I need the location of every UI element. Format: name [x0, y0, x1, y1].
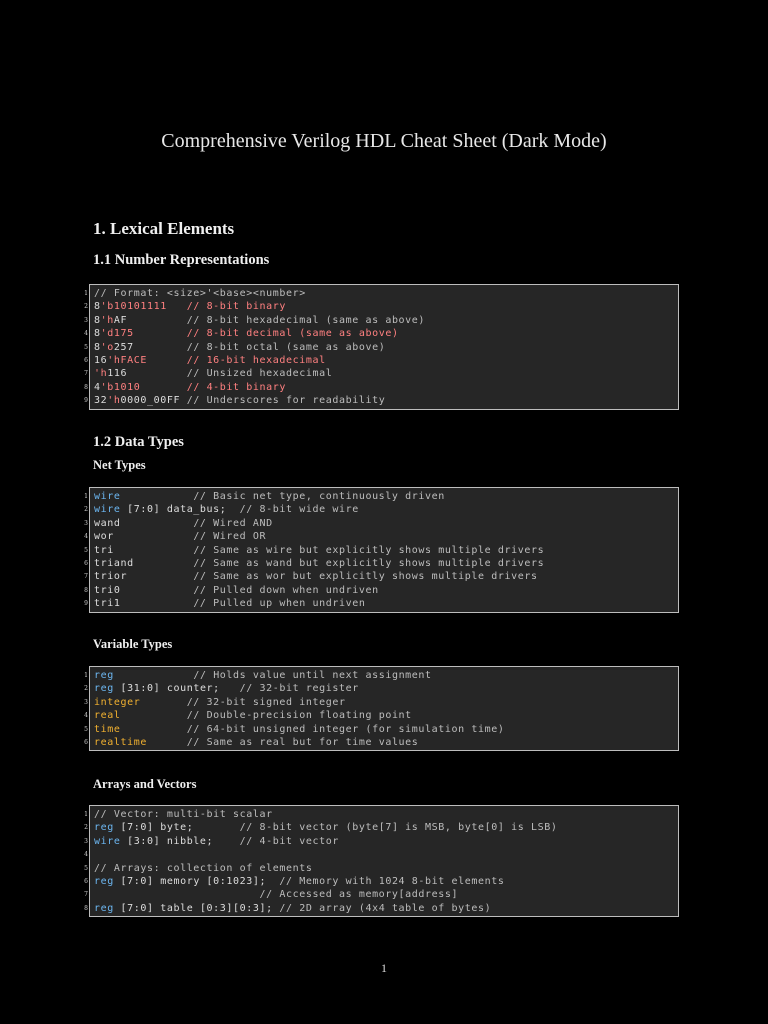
number-literal: 'h116 [94, 368, 187, 380]
subsection-heading-data-types: 1.2 Data Types [93, 434, 184, 450]
code-comment: // 16-bit hexadecimal [186, 354, 326, 366]
line-number: 1 [84, 672, 88, 679]
line-number: 2 [84, 824, 88, 832]
code-comment: // 4-bit binary [186, 381, 287, 393]
line-number: 9 [84, 397, 88, 405]
code-line [84, 394, 678, 407]
number-size: 8 [94, 341, 101, 353]
code-keyword: realtime [94, 736, 147, 748]
code-comment: // Same as wor but explicitly shows multiple drivers [193, 571, 538, 583]
number-size: 8 [94, 301, 101, 313]
heading-net-types: Net Types [93, 458, 146, 472]
code-comment: // Pulled up when undriven [193, 598, 366, 610]
code-line [84, 682, 678, 695]
code-line [84, 709, 678, 722]
code-comment: // 8-bit vector (byte[7] is MSB, byte[0] is LSB) [239, 822, 558, 834]
code-text [114, 670, 193, 681]
code-line [84, 517, 678, 530]
code-keyword: wire [94, 504, 121, 516]
line-number: 3 [84, 519, 88, 527]
code-line [84, 902, 678, 915]
page-title: Comprehensive Verilog HDL Cheat Sheet (Dark Mode) [161, 130, 607, 152]
line-number: 5 [84, 864, 88, 872]
code-line [84, 314, 678, 327]
code-comment: // Double-precision floating point [186, 710, 412, 722]
line-number: 3 [84, 316, 88, 324]
code-text: [31:0] counter; [113, 683, 240, 695]
code-line [84, 354, 678, 367]
line-number: 4 [84, 330, 88, 338]
code-line [84, 808, 678, 821]
code-text [147, 737, 187, 748]
line-number: 7 [84, 370, 88, 378]
number-literal: 'b1010 [100, 381, 187, 393]
code-keyword: reg [94, 822, 114, 834]
code-text [120, 518, 193, 529]
code-comment: // Pulled down when undriven [193, 584, 379, 596]
code-comment: // 8-bit hexadecimal (same as above) [186, 314, 426, 326]
code-comment: // 32-bit register [239, 683, 359, 695]
number-literal: 'o257 [100, 341, 187, 353]
code-line [84, 597, 678, 610]
code-line [84, 875, 678, 888]
code-comment: // Same as wire but explicitly shows multiple drivers [193, 544, 545, 556]
code-line [84, 669, 678, 682]
code-line [84, 287, 678, 300]
section-heading-lexical-elements: 1. Lexical Elements [93, 219, 235, 238]
number-literal: 'hAF [100, 314, 187, 326]
number-literal: 'hFACE [107, 354, 187, 366]
code-keyword: reg [94, 902, 114, 914]
code-comment: // Basic net type, continuously driven [193, 491, 445, 502]
code-text: [7:0] data_bus; [120, 504, 240, 516]
code-text [120, 724, 186, 735]
code-comment: // Wired AND [193, 517, 273, 529]
code-line [84, 835, 678, 848]
line-number: 8 [84, 904, 88, 912]
line-number: 4 [84, 712, 88, 720]
code-comment: // 32-bit signed integer [186, 696, 346, 708]
code-text [120, 710, 186, 721]
number-size: 8 [94, 314, 101, 326]
code-comment: // Accessed as memory[address] [259, 889, 459, 901]
code-keyword: tri [94, 544, 114, 556]
code-text: [3:0] nibble; [120, 835, 240, 847]
code-keyword: tri1 [94, 598, 121, 610]
code-comment: // 8-bit decimal (same as above) [186, 328, 399, 340]
line-number: 5 [84, 343, 88, 351]
code-line [84, 300, 678, 313]
line-number: 8 [84, 383, 88, 391]
code-line [84, 503, 678, 516]
code-comment: // Unsized hexadecimal [186, 368, 333, 380]
heading-arrays-and-vectors: Arrays and Vectors [93, 777, 197, 791]
code-comment: // Memory with 1024 8-bit elements [279, 875, 505, 887]
code-block-variable-types [84, 666, 679, 751]
number-size: 4 [94, 381, 101, 393]
code-text [120, 598, 193, 609]
code-keyword: trior [94, 571, 128, 583]
line-number: 6 [84, 559, 88, 567]
code-line [84, 490, 678, 503]
code-line [84, 723, 678, 736]
code-text: [7:0] memory [0:1023]; [113, 875, 280, 887]
code-comment: // Underscores for readability [186, 395, 386, 407]
code-comment: // 8-bit wide wire [239, 504, 359, 516]
code-line [84, 557, 678, 570]
line-number: 4 [84, 851, 88, 859]
code-comment: // 64-bit unsigned integer (for simulation time) [186, 723, 505, 735]
subsection-heading-number-representations: 1.1 Number Representations [93, 252, 270, 268]
page-number: 1 [381, 961, 387, 975]
code-comment: // Wired OR [193, 531, 267, 543]
line-number: 1 [84, 811, 88, 818]
code-line [84, 544, 678, 557]
number-literal: 'h0000_00FF [107, 395, 187, 407]
code-comment: // 4-bit vector [239, 835, 339, 847]
line-number: 3 [84, 837, 88, 845]
code-block-number-representations [84, 284, 679, 410]
line-number: 2 [84, 506, 88, 514]
line-number: 5 [84, 725, 88, 733]
code-line [84, 570, 678, 583]
code-keyword: wire [94, 835, 121, 847]
code-line [84, 821, 678, 834]
code-line [84, 584, 678, 597]
code-keyword: tri0 [94, 584, 121, 596]
code-keyword: reg [94, 670, 114, 681]
line-number: 7 [84, 891, 88, 899]
code-keyword: reg [94, 683, 114, 695]
line-number: 1 [84, 290, 88, 297]
code-line [84, 848, 678, 861]
code-keyword: wire [94, 491, 121, 502]
code-text: [7:0] table [0:3][0:3]; [113, 902, 280, 914]
line-number: 6 [84, 738, 88, 746]
code-text [120, 491, 193, 502]
code-keyword: real [94, 710, 121, 722]
code-keyword: time [94, 723, 121, 735]
number-literal: 'd175 [100, 328, 187, 340]
code-line [84, 327, 678, 340]
code-comment: // Same as wand but explicitly shows multiple drivers [193, 557, 545, 569]
code-keyword: wand [94, 517, 121, 529]
line-number: 8 [84, 586, 88, 594]
code-keyword: triand [94, 557, 134, 569]
number-literal: 'b10101111 [100, 301, 187, 313]
code-text: [7:0] byte; [113, 822, 240, 834]
code-text [134, 558, 194, 569]
code-comment: // Vector: multi-bit scalar [94, 809, 273, 820]
line-number: 3 [84, 698, 88, 706]
line-number: 1 [84, 493, 88, 500]
code-comment: // Format: <size>'<base><number> [94, 288, 306, 299]
code-comment: // 8-bit octal (same as above) [186, 341, 386, 353]
line-number: 2 [84, 685, 88, 693]
number-size: 32 [94, 395, 108, 407]
code-comment: // 8-bit binary [186, 301, 287, 313]
code-text [94, 889, 260, 900]
code-keyword: wor [94, 531, 114, 543]
code-keyword: reg [94, 875, 114, 887]
code-text [114, 531, 193, 542]
code-block-arrays-and-vectors [84, 805, 679, 917]
code-keyword: integer [94, 696, 141, 708]
code-text [140, 697, 186, 708]
code-block-net-types [84, 487, 679, 613]
code-text [120, 585, 193, 596]
code-text [114, 545, 193, 556]
code-comment: // Arrays: collection of elements [94, 862, 313, 874]
line-number: 4 [84, 533, 88, 541]
line-number: 5 [84, 546, 88, 554]
line-number: 7 [84, 573, 88, 581]
number-size: 16 [94, 354, 108, 366]
code-line [84, 888, 678, 901]
heading-variable-types: Variable Types [93, 637, 173, 651]
code-line [84, 341, 678, 354]
code-comment: // 2D array (4x4 table of bytes) [279, 902, 492, 914]
line-number: 2 [84, 303, 88, 311]
code-line [84, 862, 678, 875]
code-comment: // Same as real but for time values [186, 736, 419, 748]
code-line [84, 367, 678, 380]
number-size: 8 [94, 328, 101, 340]
code-line [84, 530, 678, 543]
code-line [84, 381, 678, 394]
code-comment: // Holds value until next assignment [193, 670, 432, 681]
code-text [127, 571, 193, 582]
line-number: 6 [84, 356, 88, 364]
line-number: 9 [84, 600, 88, 608]
code-line [84, 696, 678, 709]
line-number: 6 [84, 877, 88, 885]
code-line [84, 736, 678, 749]
